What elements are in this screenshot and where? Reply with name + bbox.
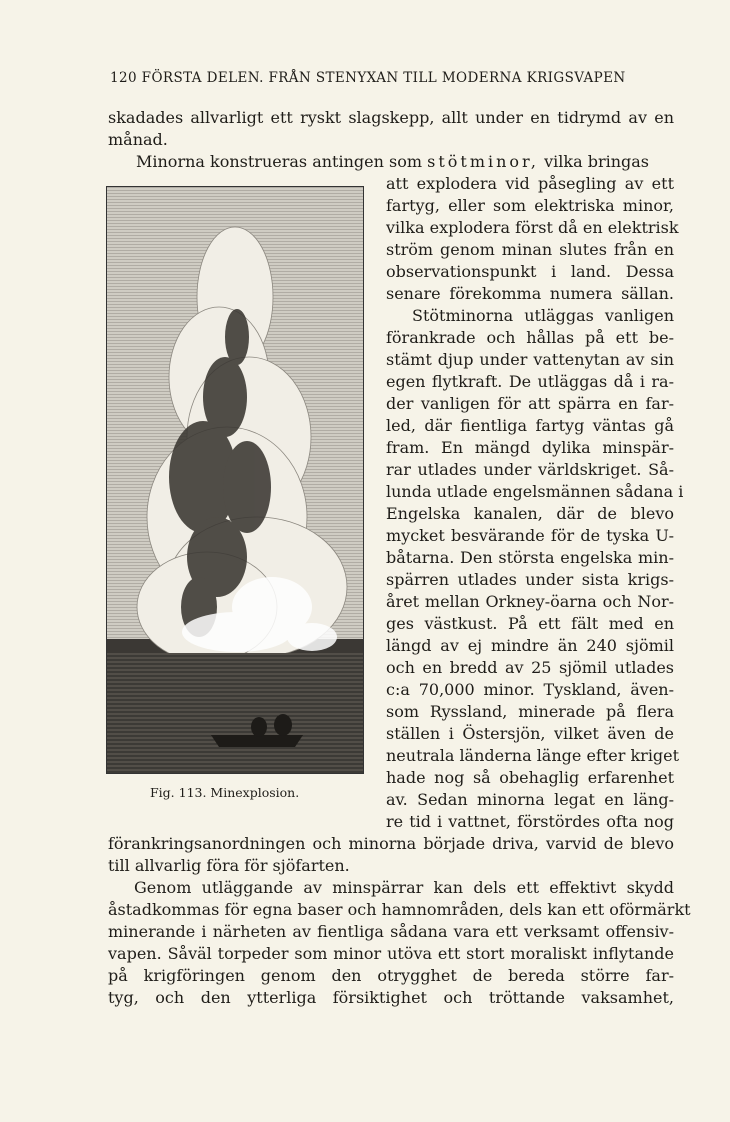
text-line: förankrade och hållas på ett be- <box>386 328 674 347</box>
text-line: och en bredd av 25 sjömil utlades <box>386 658 674 677</box>
text-line: ställen i Östersjön, vilket även de <box>386 724 674 743</box>
text-line: mycket besvärande för de tyska U- <box>386 526 674 545</box>
emphasized-term: stötminor, <box>427 152 540 171</box>
text-line: Stötminorna utläggas vanligen <box>412 306 674 325</box>
text-line: Genom utläggande av minspärrar kan dels ett effektivt skydd <box>134 878 674 897</box>
text-line: på krigföringen genom den otrygghet de bereda större far- <box>108 966 674 985</box>
text-line: fartyg, eller som elektriska minor, <box>386 196 674 215</box>
text-line: året mellan Orkney-öarna och Nor- <box>386 592 674 611</box>
text-line: månad. <box>108 130 168 149</box>
text-line: observationspunkt i land. Dessa <box>386 262 674 281</box>
text-line: stämt djup under vattenytan av sin <box>386 350 674 369</box>
text-line: förankringsanordningen och minorna började driva, varvid de blevo <box>108 834 674 853</box>
text-line: spärren utlades under sista krigs- <box>386 570 674 589</box>
text-line: rar utlades under världskriget. Så- <box>386 460 674 479</box>
text-line: re tid i vattnet, förstördes ofta nog <box>386 812 674 831</box>
page-number: 120 <box>110 70 137 86</box>
text-line: skadades allvarligt ett ryskt slagskepp, allt under en tidrymd av en <box>108 108 674 127</box>
text-line: minerande i närheten av fientliga sådana vara ett verksamt offensiv- <box>108 922 674 941</box>
text-line: vapen. Såväl torpeder som minor utöva ett stort moraliskt inflytande <box>108 944 674 963</box>
text-line: till allvarlig föra för sjöfarten. <box>108 856 350 875</box>
text-line: som Ryssland, minerade på flera <box>386 702 674 721</box>
text-fragment: Minorna konstrueras antingen som <box>136 152 423 171</box>
text-line: båtarna. Den största engelska min- <box>386 548 674 567</box>
text-line: fram. En mängd dylika minspär- <box>386 438 674 457</box>
text-line: ges västkust. På ett fält med en <box>386 614 674 633</box>
text-line: ström genom minan slutes från en <box>386 240 674 259</box>
text-line: tyg, och den ytterliga försiktighet och tröttande vaksamhet, <box>108 988 674 1007</box>
running-header <box>110 70 670 86</box>
text-line: Engelska kanalen, där de blevo <box>386 504 674 523</box>
text-line: neutrala länderna länge efter kriget <box>386 746 680 765</box>
text-line: der vanligen för att spärra en far- <box>386 394 674 413</box>
text-line: hade nog så obehaglig erfarenhet <box>386 768 674 787</box>
text-line: vilka explodera först då en elektrisk <box>386 218 679 237</box>
figure-caption: Fig. 113. Minexplosion. <box>150 785 300 800</box>
text-fragment: vilka bringas <box>544 152 650 171</box>
text-line: c:a 70,000 minor. Tyskland, även- <box>386 680 674 699</box>
text-line: att explodera vid påsegling av ett <box>386 174 674 193</box>
text-line: senare förekomma numera sällan. <box>386 284 674 303</box>
text-line: lunda utlade engelsmännen sådana i <box>386 482 684 501</box>
text-line: egen flytkraft. De utläggas då i ra- <box>386 372 674 391</box>
text-line: av. Sedan minorna legat en läng- <box>386 790 674 809</box>
text-line: åstadkommas för egna baser och hamnområden, dels kan ett oförmärkt <box>108 900 691 919</box>
text-line: längd av ej mindre än 240 sjömil <box>386 636 674 655</box>
running-title: FÖRSTA DELEN. FRÅN STENYXAN TILL MODERNA KRIGSVAPEN <box>141 70 626 86</box>
mine-explosion-illustration <box>106 186 364 774</box>
text-line: led, där fientliga fartyg väntas gå <box>386 416 674 435</box>
text-line <box>136 152 649 172</box>
